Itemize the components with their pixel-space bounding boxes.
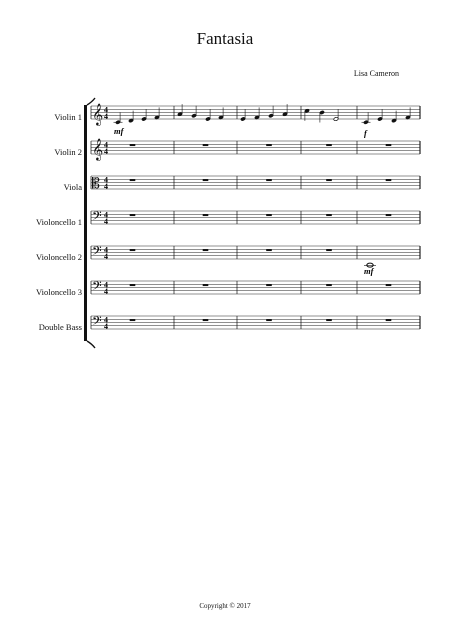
time-signature-bottom: 4	[104, 181, 108, 191]
whole-rest	[266, 319, 272, 321]
time-signature-top: 4	[104, 140, 108, 150]
whole-rest	[326, 144, 332, 146]
quarter-note	[240, 109, 245, 121]
time-signature-top: 4	[104, 280, 108, 290]
time-signature-top: 4	[104, 315, 108, 325]
staff-3	[91, 175, 420, 192]
whole-rest	[326, 179, 332, 181]
bass-clef-icon: 𝄢	[92, 313, 102, 332]
time-signature-bottom: 4	[104, 251, 108, 261]
instrument-label-double-bass: Double Bass	[38, 322, 82, 332]
bass-clef-icon: 𝄢	[92, 243, 102, 262]
time-signature-bottom: 4	[104, 286, 108, 296]
instrument-label-violoncello-3: Violoncello 3	[36, 287, 82, 297]
quarter-note	[319, 110, 324, 122]
quarter-note	[268, 106, 273, 118]
bass-clef-icon: 𝄢	[92, 278, 102, 297]
whole-rest	[386, 179, 392, 181]
bass-clef-icon: 𝄢	[92, 208, 102, 227]
dynamic-marking-mf: mf	[364, 266, 374, 276]
treble-clef-icon: 𝄞	[92, 103, 104, 126]
whole-rest	[266, 179, 272, 181]
whole-rest	[266, 144, 272, 146]
whole-rest	[266, 214, 272, 216]
time-signature-bottom: 4	[104, 146, 108, 156]
time-signature-bottom: 4	[104, 321, 108, 331]
quarter-note	[191, 106, 196, 118]
staff-2	[91, 139, 420, 162]
whole-rest	[326, 319, 332, 321]
whole-rest	[326, 284, 332, 286]
whole-rest	[130, 249, 136, 251]
whole-rest	[326, 249, 332, 251]
staff-6	[91, 279, 420, 297]
instrument-label-violoncello-1: Violoncello 1	[36, 217, 82, 227]
whole-rest	[326, 214, 332, 216]
dynamic-marking-mf: mf	[114, 126, 124, 136]
alto-clef-icon: 𝄡	[92, 176, 100, 192]
score-title: Fantasia	[196, 29, 254, 48]
staff-5	[91, 244, 420, 262]
staff-4	[91, 209, 420, 227]
quarter-note	[205, 109, 210, 121]
composer-name: Lisa Cameron	[353, 69, 399, 78]
whole-rest	[130, 179, 136, 181]
staff-1	[91, 104, 420, 127]
quarter-note	[141, 109, 146, 121]
whole-rest	[386, 319, 392, 321]
time-signature-top: 4	[104, 245, 108, 255]
whole-rest	[130, 214, 136, 216]
half-note	[333, 109, 338, 121]
staff-7	[91, 314, 420, 332]
quarter-note	[377, 109, 382, 121]
whole-rest	[203, 319, 209, 321]
time-signature-top: 4	[104, 210, 108, 220]
time-signature-bottom: 4	[104, 216, 108, 226]
time-signature-top: 4	[104, 105, 108, 115]
whole-rest	[203, 144, 209, 146]
whole-rest	[130, 319, 136, 321]
whole-rest	[130, 144, 136, 146]
whole-rest	[203, 249, 209, 251]
whole-rest	[386, 284, 392, 286]
whole-rest	[266, 284, 272, 286]
whole-rest	[203, 214, 209, 216]
quarter-note	[362, 112, 371, 124]
quarter-note	[114, 112, 123, 124]
whole-rest	[130, 284, 136, 286]
instrument-label-violin-1: Violin 1	[54, 112, 82, 122]
whole-rest	[203, 284, 209, 286]
whole-rest	[386, 144, 392, 146]
whole-rest	[386, 214, 392, 216]
time-signature-bottom: 4	[104, 111, 108, 121]
whole-rest	[266, 249, 272, 251]
instrument-label-viola: Viola	[63, 182, 82, 192]
time-signature-top: 4	[104, 175, 108, 185]
whole-rest	[203, 179, 209, 181]
dynamic-marking-f: f	[364, 128, 367, 138]
treble-clef-icon: 𝄞	[92, 138, 104, 161]
instrument-label-violoncello-2: Violoncello 2	[36, 252, 82, 262]
copyright-footer: Copyright © 2017	[199, 602, 251, 610]
instrument-label-violin-2: Violin 2	[54, 147, 82, 157]
